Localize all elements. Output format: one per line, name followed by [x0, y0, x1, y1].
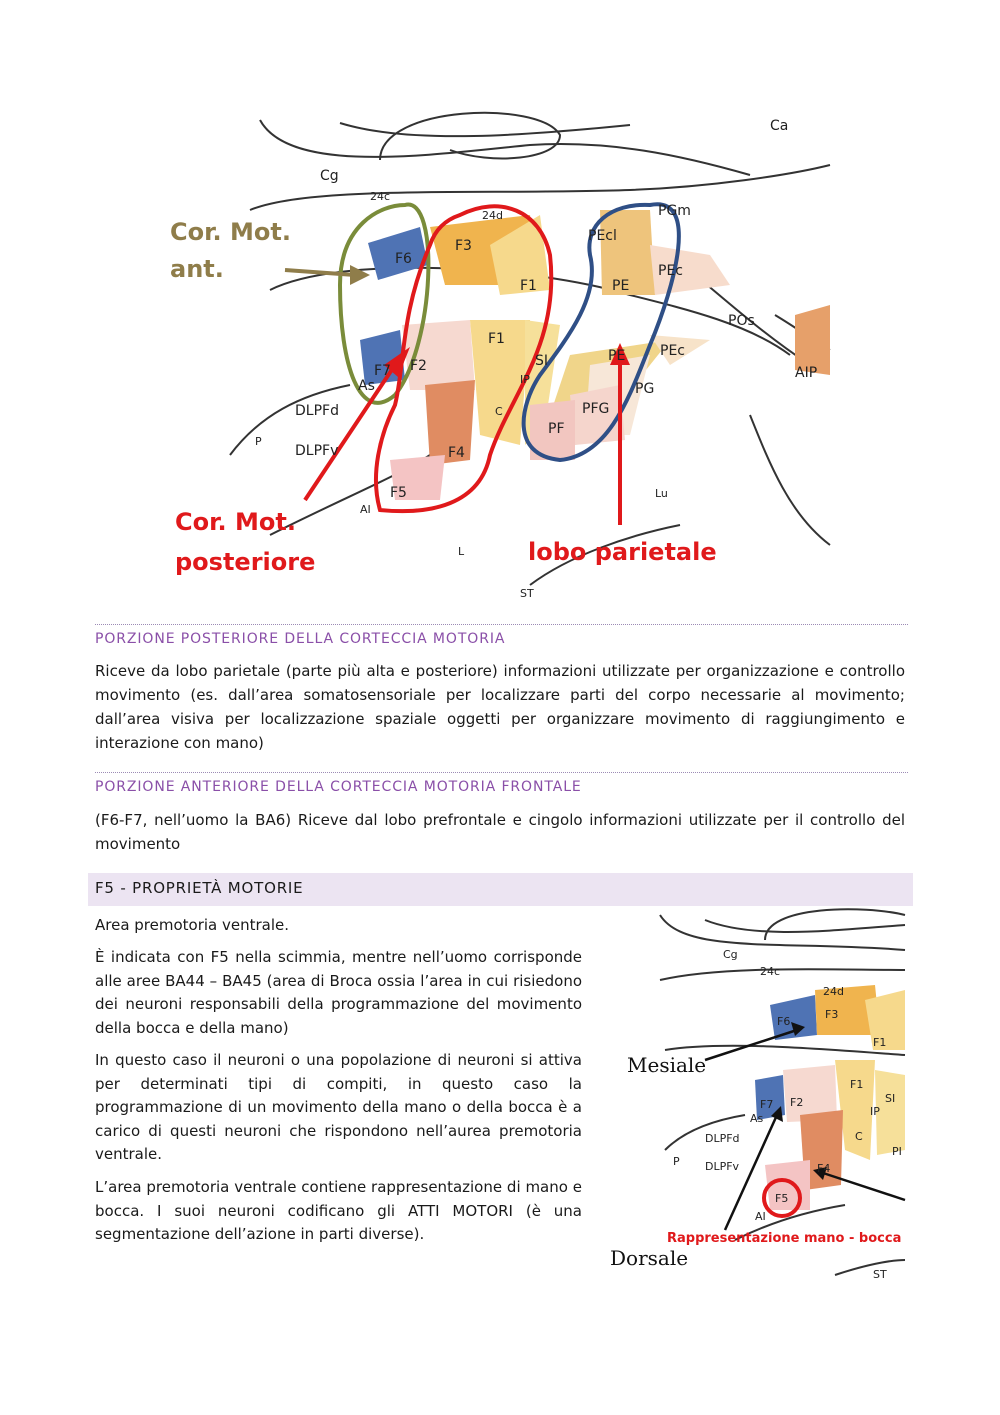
- label-f3: F3: [825, 1008, 839, 1021]
- divider: [95, 772, 908, 773]
- label-ip: IP: [870, 1105, 880, 1118]
- label-pf: PF: [548, 421, 565, 437]
- annotation-post-line1: Cor. Mot.: [175, 508, 296, 536]
- label-pgm: PGm: [658, 203, 691, 219]
- section-heading-band: [88, 873, 913, 906]
- label-pf: PI: [892, 1145, 902, 1158]
- label-pecl: PEcl: [588, 228, 617, 244]
- label-si: SI: [535, 353, 549, 369]
- section-heading-posterior: PORZIONE POSTERIORE DELLA CORTECCIA MOTORIA: [95, 631, 506, 647]
- f5-paragraph-1: Area premotoria ventrale.: [95, 916, 290, 934]
- cortical-areas: [360, 210, 830, 500]
- annotation-ant-line1: Cor. Mot.: [170, 218, 291, 246]
- f5-paragraph-2: È indicata con F5 nella scimmia, mentre nell’uomo corrisponde alle aree BA44 – BA45 (area di Broca ossia l’area in cui risiedono dei neuroni responsabili della programmazione del movimento della bocca e della mano): [95, 948, 582, 1037]
- label-f1: F1: [850, 1078, 864, 1091]
- label-st: ST: [520, 587, 534, 600]
- label-cg: Cg: [723, 948, 738, 961]
- brain-map-figure-top: [170, 115, 830, 605]
- label-si: SI: [885, 1092, 896, 1105]
- annotation-parietal: lobo parietale: [528, 538, 717, 566]
- label-ca: Ca: [770, 118, 789, 134]
- label-ai: AI: [360, 503, 371, 516]
- label-pe: PE: [612, 278, 630, 294]
- label-f1: F1: [488, 331, 505, 347]
- label-ai: AI: [755, 1210, 766, 1223]
- brain-map-figure-bottom: [605, 910, 905, 1285]
- label-f6: F6: [777, 1015, 791, 1028]
- label-f7: F7: [374, 363, 391, 379]
- label-as: As: [358, 378, 375, 394]
- label-24d: 24d: [823, 985, 844, 998]
- label-st: ST: [873, 1268, 887, 1281]
- label-f2: F2: [790, 1096, 804, 1109]
- label-f2: F2: [410, 358, 427, 374]
- label-c: C: [495, 405, 503, 418]
- label-pe-low: PE: [608, 348, 626, 364]
- section-heading-f5: F5 - PROPRIETÀ MOTORIE: [95, 879, 304, 897]
- label-pec-top: PEc: [658, 263, 683, 279]
- label-dlpfd: DLPFd: [295, 403, 339, 419]
- f5-paragraph-3: In questo caso il neuroni o una popolazione di neuroni si attiva per determinati tipi di compiti, in questo caso la programmazione di un movimento della mano o della bocca è a carico di questi neuroni che rispondono nell’aurea premotoria ventrale.: [95, 1051, 582, 1163]
- label-dlpfv: DLPFv: [705, 1160, 740, 1173]
- label-ip: IP: [520, 373, 530, 386]
- label-p: P: [673, 1155, 680, 1168]
- label-pos: POs: [728, 313, 755, 329]
- label-pfg: PFG: [582, 401, 610, 417]
- annotation-ant-line2: ant.: [170, 255, 224, 283]
- label-mesiale: Mesiale: [627, 1053, 707, 1077]
- label-dorsale: Dorsale: [610, 1246, 689, 1270]
- label-f4: F4: [817, 1162, 831, 1175]
- f5-paragraph-4: L’area premotoria ventrale contiene rappresentazione di mano e bocca. I suoi neuroni codificano gli ATTI MOTORI (è una segmentazione dell’azione in parti diverse).: [95, 1178, 582, 1243]
- label-f6: F6: [395, 251, 412, 267]
- label-f7: F7: [760, 1098, 774, 1111]
- label-aip: AIP: [795, 365, 818, 381]
- label-f1-top: F1: [873, 1036, 887, 1049]
- label-dlpfv: DLPFv: [295, 443, 339, 459]
- label-24d: 24d: [482, 209, 503, 222]
- label-lu: Lu: [655, 487, 668, 500]
- label-f1-top: F1: [520, 278, 537, 294]
- divider: [95, 624, 908, 625]
- label-l: L: [458, 545, 465, 558]
- label-pg: PG: [635, 381, 655, 397]
- label-f4: F4: [448, 445, 465, 461]
- label-24c: 24c: [370, 190, 391, 203]
- section-text-posterior: [95, 659, 905, 755]
- label-as: As: [750, 1112, 764, 1125]
- label-24c: 24c: [760, 965, 781, 978]
- paragraph: Riceve da lobo parietale (parte più alta e posteriore) informazioni utilizzate per organizzazione e controllo movimento (es. dall’area somatosensoriale per localizzare parti del corpo necessarie al movimento; dall’area visiva per localizzazione spaziale oggetti per organizzare movimento di raggiungimento e interazione con mano): [95, 662, 905, 752]
- label-cg: Cg: [320, 168, 339, 184]
- annotation-post-line2: posteriore: [175, 548, 316, 576]
- olive-arrow-head: [350, 265, 370, 285]
- label-pec: PEc: [660, 343, 685, 359]
- label-p: P: [255, 435, 262, 448]
- section-heading-anterior: PORZIONE ANTERIORE DELLA CORTECCIA MOTORIA FRONTALE: [95, 779, 582, 795]
- paragraph: (F6-F7, nell’uomo la BA6) Riceve dal lobo prefrontale e cingolo informazioni utilizzate per il controllo del movimento: [95, 811, 905, 853]
- label-f5: F5: [390, 485, 407, 501]
- caption-representation: Rappresentazione mano - bocca: [667, 1231, 902, 1246]
- label-c: C: [855, 1130, 863, 1143]
- label-dlpfd: DLPFd: [705, 1132, 740, 1145]
- section-text-anterior: [95, 808, 905, 856]
- label-f5: F5: [775, 1192, 789, 1205]
- label-f3: F3: [455, 238, 472, 254]
